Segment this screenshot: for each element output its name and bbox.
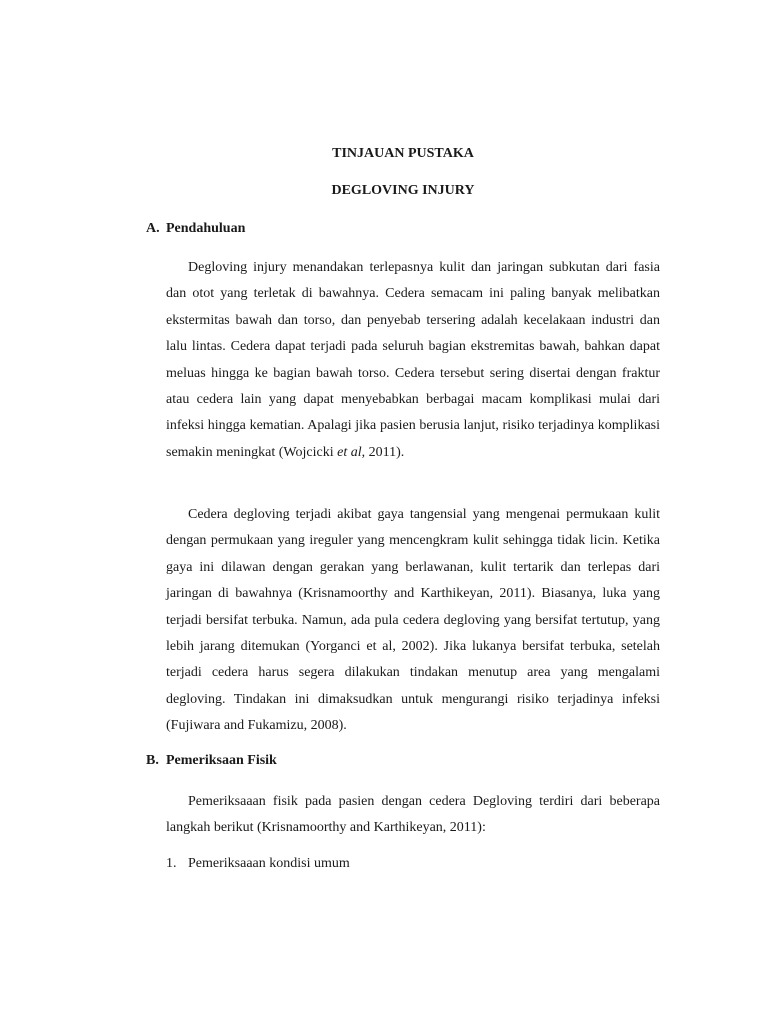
paragraph-exam-1 xyxy=(166,789,660,842)
section-a-heading xyxy=(146,220,245,238)
section-a-title: Pendahuluan xyxy=(166,221,246,236)
list-item-number: 1. xyxy=(166,856,177,871)
paragraph-intro-1-tail: , 2011). xyxy=(361,444,405,460)
paragraph-intro-2 xyxy=(166,502,660,740)
list-item-text: Pemeriksaaan kondisi umum xyxy=(188,856,350,871)
section-b-title: Pemeriksaan Fisik xyxy=(166,753,277,768)
document-title: TINJAUAN PUSTAKA xyxy=(332,146,474,161)
paragraph-intro-1-italic: et al xyxy=(337,444,362,460)
paragraph-intro-2-text: Cedera degloving terjadi akibat gaya tangensial yang mengenai permukaan kulit dengan permukaan yang ireguler yang mencengkram kulit sehingga tidak licin. Ketika gaya ini dilawan dengan gerakan yang berlawanan, kulit tertarik dan terlepas dari jaringan di bawahnya (Krisnamoorthy and Karthikeyan, 2011). Biasanya, luka yang terjadi bersifat terbuka. Namun, ada pula cedera degloving yang bersifat tertutup, yang lebih jarang ditemukan (Yorganci et al, 2002). Jika lukanya bersifat terbuka, setelah terjadi cedera harus segera dilakukan tindakan menutup area yang mengalami degloving. Tindakan ini dimaksudkan untuk mengurangi risiko terjadinya infeksi (Fujiwara and Fukamizu, 2008). xyxy=(166,507,660,734)
section-b-heading xyxy=(146,752,277,770)
document-subtitle: DEGLOVING INJURY xyxy=(331,183,475,198)
paragraph-intro-1 xyxy=(166,255,660,466)
list-item xyxy=(166,855,350,873)
paragraph-exam-1-text: Pemeriksaaan fisik pada pasien dengan cedera Degloving terdiri dari beberapa langkah berikut (Krisnamoorthy and Karthikeyan, 2011): xyxy=(166,794,660,836)
paragraph-intro-1-text: Degloving injury menandakan terlepasnya kulit dan jaringan subkutan dari fasia dan otot yang terletak di bawahnya. Cedera semacam ini paling banyak melibatkan ekstermitas bawah dan torso, dan penyebab tersering adalah kecelakaan industri dan lalu lintas. Cedera dapat terjadi pada seluruh bagian ekstremitas bawah, bahkan dapat meluas hingga ke bagian bawah torso. Cedera tersebut sering disertai dengan fraktur atau cedera lain yang dapat menyebabkan berbagai macam komplikasi mulai dari infeksi hingga kematian. Apalagi jika pasien berusia lanjut, risiko terjadinya komplikasi semakin meningkat (Wojcicki xyxy=(166,260,660,460)
section-a-marker: A. xyxy=(146,221,160,236)
section-b-marker: B. xyxy=(146,753,159,768)
